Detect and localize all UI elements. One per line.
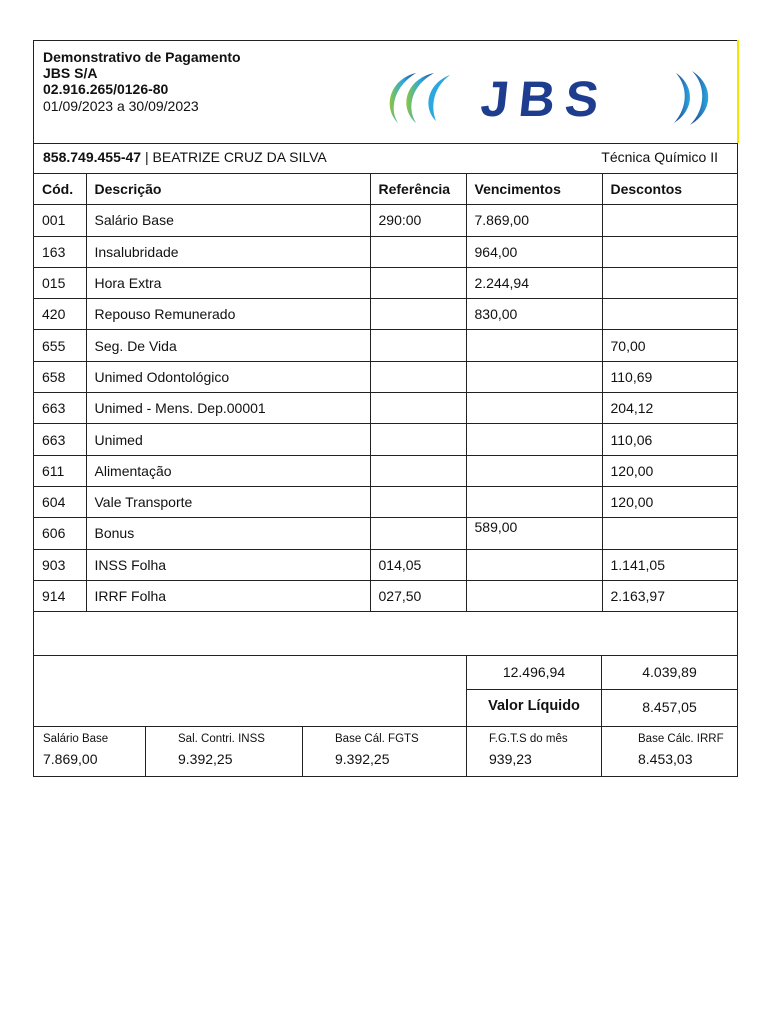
cell-code — [34, 299, 86, 330]
cell-deductions — [602, 236, 737, 267]
header-description: Descrição — [86, 174, 370, 205]
cell-description — [86, 455, 370, 486]
payroll-items-table — [34, 174, 737, 612]
table-row — [34, 549, 737, 580]
logo-letters: JBS — [478, 71, 612, 127]
cell-earnings — [466, 518, 602, 549]
cell-reference — [370, 518, 466, 549]
cell-deductions — [602, 580, 737, 611]
table-row — [34, 330, 737, 361]
cell-earnings — [466, 267, 602, 298]
cell-code — [34, 580, 86, 611]
payslip-header — [34, 41, 737, 144]
cell-deductions — [602, 393, 737, 424]
employee-role: Técnica Químico II — [601, 149, 718, 165]
table-row — [34, 299, 737, 330]
code-value: 914 — [42, 588, 66, 604]
cell-deductions — [602, 299, 737, 330]
description-value: Repouso Remunerado — [94, 306, 236, 323]
header-deductions: Descontos — [602, 174, 737, 205]
cell-earnings — [466, 205, 602, 236]
employee-identity — [43, 149, 327, 165]
table-row — [34, 205, 737, 236]
footer-value: 9.392,25 — [178, 751, 233, 767]
cell-description — [86, 486, 370, 517]
code-value: 001 — [42, 212, 66, 229]
code-value: 663 — [42, 400, 66, 417]
earnings-value: 830,00 — [474, 306, 518, 323]
cell-deductions — [602, 455, 737, 486]
code-value: 611 — [42, 462, 65, 479]
pay-period: 01/09/2023 a 30/09/2023 — [43, 98, 199, 114]
company-cnpj: 02.916.265/0126-80 — [43, 81, 169, 97]
description-value: Hora Extra — [94, 275, 162, 292]
cell-reference — [370, 330, 466, 361]
cell-description — [86, 424, 370, 455]
table-row — [34, 267, 737, 298]
description-value: Insalubridade — [94, 243, 179, 260]
company-name: JBS S/A — [43, 65, 98, 81]
cell-earnings — [466, 330, 602, 361]
cell-deductions — [602, 424, 737, 455]
cell-earnings — [466, 361, 602, 392]
deductions-value: 1.141,05 — [610, 556, 665, 573]
table-row — [34, 393, 737, 424]
table-row — [34, 236, 737, 267]
description-value: INSS Folha — [94, 556, 167, 573]
cell-code — [34, 424, 86, 455]
code-value: 015 — [42, 275, 66, 292]
earnings-value: 964,00 — [474, 243, 518, 260]
footer-cell — [302, 727, 467, 777]
net-pay-value: 8.457,05 — [642, 699, 697, 715]
description-value: Salário Base — [94, 212, 174, 229]
cell-description — [86, 236, 370, 267]
cell-earnings — [466, 580, 602, 611]
employee-separator: | — [141, 149, 153, 165]
cell-code — [34, 361, 86, 392]
description-value: Bonus — [94, 525, 135, 542]
table-row — [34, 518, 737, 549]
code-value: 903 — [42, 556, 66, 573]
reference-value: 014,05 — [378, 556, 422, 573]
footer-caption: Base Cál. FGTS — [335, 733, 419, 745]
description-value: Alimentação — [94, 462, 172, 479]
description-value: Unimed — [94, 431, 143, 448]
cell-description — [86, 580, 370, 611]
cell-deductions — [602, 330, 737, 361]
cell-earnings — [466, 455, 602, 486]
code-value: 606 — [42, 525, 66, 542]
code-value: 655 — [42, 337, 66, 354]
earnings-total: 12.496,94 — [502, 664, 566, 680]
employee-id: 858.749.455-47 — [43, 149, 142, 165]
document-title: Demonstrativo de Pagamento — [43, 49, 241, 65]
cell-code — [34, 393, 86, 424]
footer-caption: F.G.T.S do mês — [489, 733, 568, 745]
code-value: 163 — [42, 243, 66, 260]
table-row — [34, 486, 737, 517]
cell-code — [34, 236, 86, 267]
footer-caption: Sal. Contri. INSS — [178, 733, 265, 745]
code-value: 604 — [42, 494, 66, 511]
cell-description — [86, 549, 370, 580]
footer-value: 7.869,00 — [43, 751, 98, 767]
cell-deductions — [602, 267, 737, 298]
table-row — [34, 361, 737, 392]
deductions-value: 204,12 — [610, 400, 654, 417]
footer-summary — [34, 727, 737, 777]
cell-earnings — [466, 486, 602, 517]
cell-reference — [370, 267, 466, 298]
footer-cell — [145, 727, 303, 777]
table-row — [34, 580, 737, 611]
jbs-logo — [376, 69, 722, 127]
table-row — [34, 424, 737, 455]
description-value: Unimed - Mens. Dep.00001 — [94, 400, 266, 417]
footer-value: 939,23 — [489, 751, 532, 767]
cell-reference — [370, 455, 466, 486]
footer-value: 9.392,25 — [335, 751, 390, 767]
earnings-value: 2.244,94 — [474, 275, 529, 292]
cell-earnings — [466, 236, 602, 267]
deductions-value: 70,00 — [610, 337, 646, 354]
cell-reference — [370, 361, 466, 392]
description-value: Seg. De Vida — [94, 337, 177, 354]
cell-deductions — [602, 549, 737, 580]
cell-description — [86, 267, 370, 298]
cell-reference — [370, 424, 466, 455]
cell-reference — [370, 299, 466, 330]
cell-earnings — [466, 393, 602, 424]
footer-caption: Salário Base — [43, 733, 109, 745]
cell-code — [34, 518, 86, 549]
description-value: Vale Transporte — [94, 494, 193, 511]
code-value: 420 — [42, 306, 66, 323]
reference-value: 290:00 — [378, 212, 422, 229]
payslip — [33, 40, 738, 777]
cell-code — [34, 486, 86, 517]
deductions-value: 2.163,97 — [610, 588, 665, 604]
cell-reference — [370, 580, 466, 611]
cell-code — [34, 205, 86, 236]
table-header-row — [34, 174, 737, 205]
employee-name: BEATRIZE CRUZ DA SILVA — [152, 149, 327, 165]
cell-code — [34, 330, 86, 361]
totals-section — [34, 656, 737, 727]
description-value: IRRF Folha — [94, 588, 167, 604]
header-earnings: Vencimentos — [466, 174, 602, 205]
deductions-value: 120,00 — [610, 462, 654, 479]
cell-code — [34, 549, 86, 580]
deductions-value: 110,06 — [610, 431, 653, 448]
table-row — [34, 455, 737, 486]
cell-code — [34, 267, 86, 298]
deductions-value: 120,00 — [610, 494, 654, 511]
code-value: 658 — [42, 368, 66, 385]
description-value: Unimed Odontológico — [94, 368, 230, 385]
cell-earnings — [466, 424, 602, 455]
cell-deductions — [602, 361, 737, 392]
cell-description — [86, 518, 370, 549]
net-pay-label: Valor Líquido — [488, 698, 580, 714]
cell-description — [86, 299, 370, 330]
cell-deductions — [602, 518, 737, 549]
footer-cell — [34, 727, 146, 777]
cell-code — [34, 455, 86, 486]
reference-value: 027,50 — [378, 588, 422, 604]
cell-earnings — [466, 299, 602, 330]
deductions-total: 4.039,89 — [642, 664, 697, 680]
cell-description — [86, 361, 370, 392]
deductions-value: 110,69 — [610, 368, 653, 385]
cell-description — [86, 205, 370, 236]
footer-cell — [601, 727, 737, 777]
cell-description — [86, 393, 370, 424]
cell-reference — [370, 393, 466, 424]
header-reference: Referência — [370, 174, 466, 205]
footer-cell — [466, 727, 602, 777]
cell-reference — [370, 486, 466, 517]
cell-reference — [370, 236, 466, 267]
code-value: 663 — [42, 431, 66, 448]
employee-row — [34, 143, 737, 174]
cell-reference — [370, 205, 466, 236]
cell-deductions — [602, 205, 737, 236]
footer-value: 8.453,03 — [638, 751, 693, 767]
earnings-value: 7.869,00 — [474, 212, 529, 229]
cell-description — [86, 330, 370, 361]
header-accent-edge — [737, 40, 739, 143]
blank-row — [34, 611, 737, 656]
cell-deductions — [602, 486, 737, 517]
cell-reference — [370, 549, 466, 580]
header-code: Cód. — [34, 174, 86, 205]
earnings-value: 589,00 — [474, 519, 518, 536]
cell-earnings — [466, 549, 602, 580]
footer-caption: Base Cálc. IRRF — [638, 733, 724, 745]
